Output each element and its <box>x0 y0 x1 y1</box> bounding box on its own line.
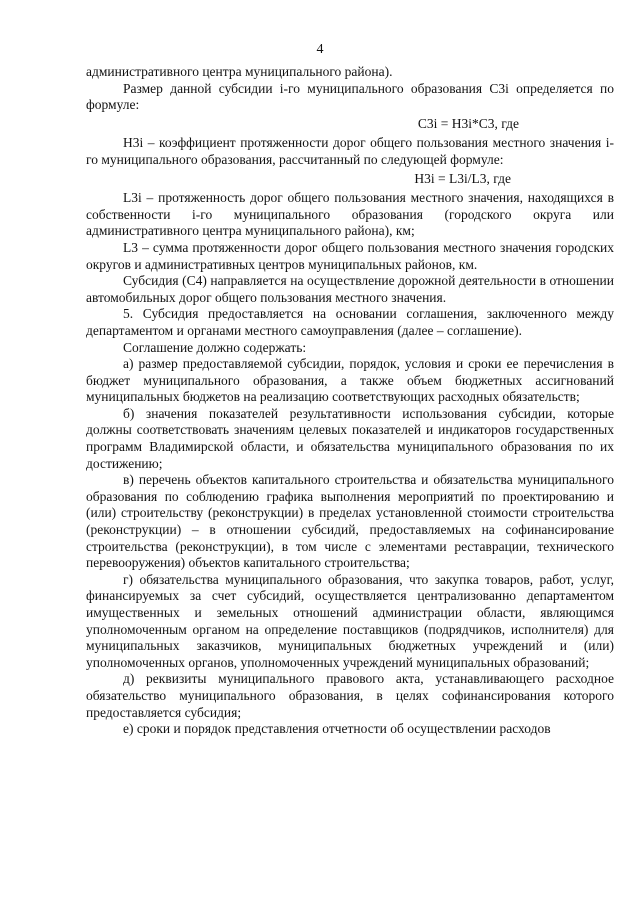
paragraph-agreement-heading: Соглашение должно содержать: <box>123 339 307 355</box>
paragraph-item-5: 5. Субсидия предоставляется на основании соглашения, заключенного между департаментом и органами местного самоуправления (далее – соглашение). <box>86 306 614 338</box>
paragraph-h3i-definition: Н3i – коэффициент протяженности дорог общего пользования местного значения i-го муниципального образования, рассчитанный по следующей формуле: <box>86 135 614 167</box>
paragraph-subsidy-size: Размер данной субсидии i-го муниципального образования C3i определяется по формуле: <box>86 80 614 113</box>
paragraph-l3-definition: L3 – сумма протяженности дорог общего пользования местного значения городских округов и административных центров муниципальных районов, км. <box>86 239 614 272</box>
paragraph-clause-e: е) сроки и порядок представления отчетности об осуществлении расходов <box>123 721 551 737</box>
paragraph-clause-b: б) значения показателей результативности использования субсидии, которые должны соответствовать значениям целевых показателей и индикаторов государственных программ Владимирской области, и обязательства муниципального образования по их достижению; <box>86 405 614 471</box>
document-body <box>86 64 614 738</box>
paragraph-subsidy-c4: Субсидия (С4) направляется на осуществление дорожной деятельности в отношении автомобильных дорог общего пользования местного значения. <box>86 273 614 305</box>
formula-h3i: Н3i = L3i/L3, где <box>414 170 511 186</box>
paragraph-clause-v: в) перечень объектов капитального строительства и обязательства муниципального образования по соблюдению графика выполнения мероприятий по проектированию и (или) строительству (реконструкции) в пределах установленной стоимости строительства (реконструкции) – в отношении субсидий, предоставляемых на софинансирование строительства (реконструкции), в том числе с элементами реставрации, технического перевооружения) объектов капитального строительства; <box>86 472 614 571</box>
formula-c3i: С3i = Н3i*С3, где <box>417 115 519 131</box>
paragraph-clause-g: г) обязательства муниципального образования, что закупка товаров, работ, услуг, финансируемых за счет субсидий, осуществляется централизованно департаментом имущественных и земельных отношений администрации области, являющимся уполномоченным органом на определение поставщиков (подрядчиков, исполнителя) для муниципальных заказчиков, муниципальных бюджетных учреждений и (или) уполномоченных органов, уполномоченных учреждений муниципальных образований; <box>86 571 614 670</box>
paragraph-clause-a: а) размер предоставляемой субсидии, порядок, условия и сроки ее перечисления в бюджет муниципального образования, а также объем бюджетных ассигнований муниципальных бюджетов на реализацию соответствующих расходных обязательств; <box>86 356 614 405</box>
page-number: 4 <box>316 42 324 57</box>
paragraph-continuation: административного центра муниципального района). <box>86 64 393 79</box>
paragraph-l3i-definition: L3i – протяженность дорог общего пользования местного значения, находящихся в собственности i-го муниципального образования (городского округа или административного центра муниципального района), км; <box>86 190 614 239</box>
paragraph-clause-d: д) реквизиты муниципального правового акта, устанавливающего расходное обязательство муниципального образования, в целях софинансирования которого предоставляется субсидия; <box>86 671 614 720</box>
